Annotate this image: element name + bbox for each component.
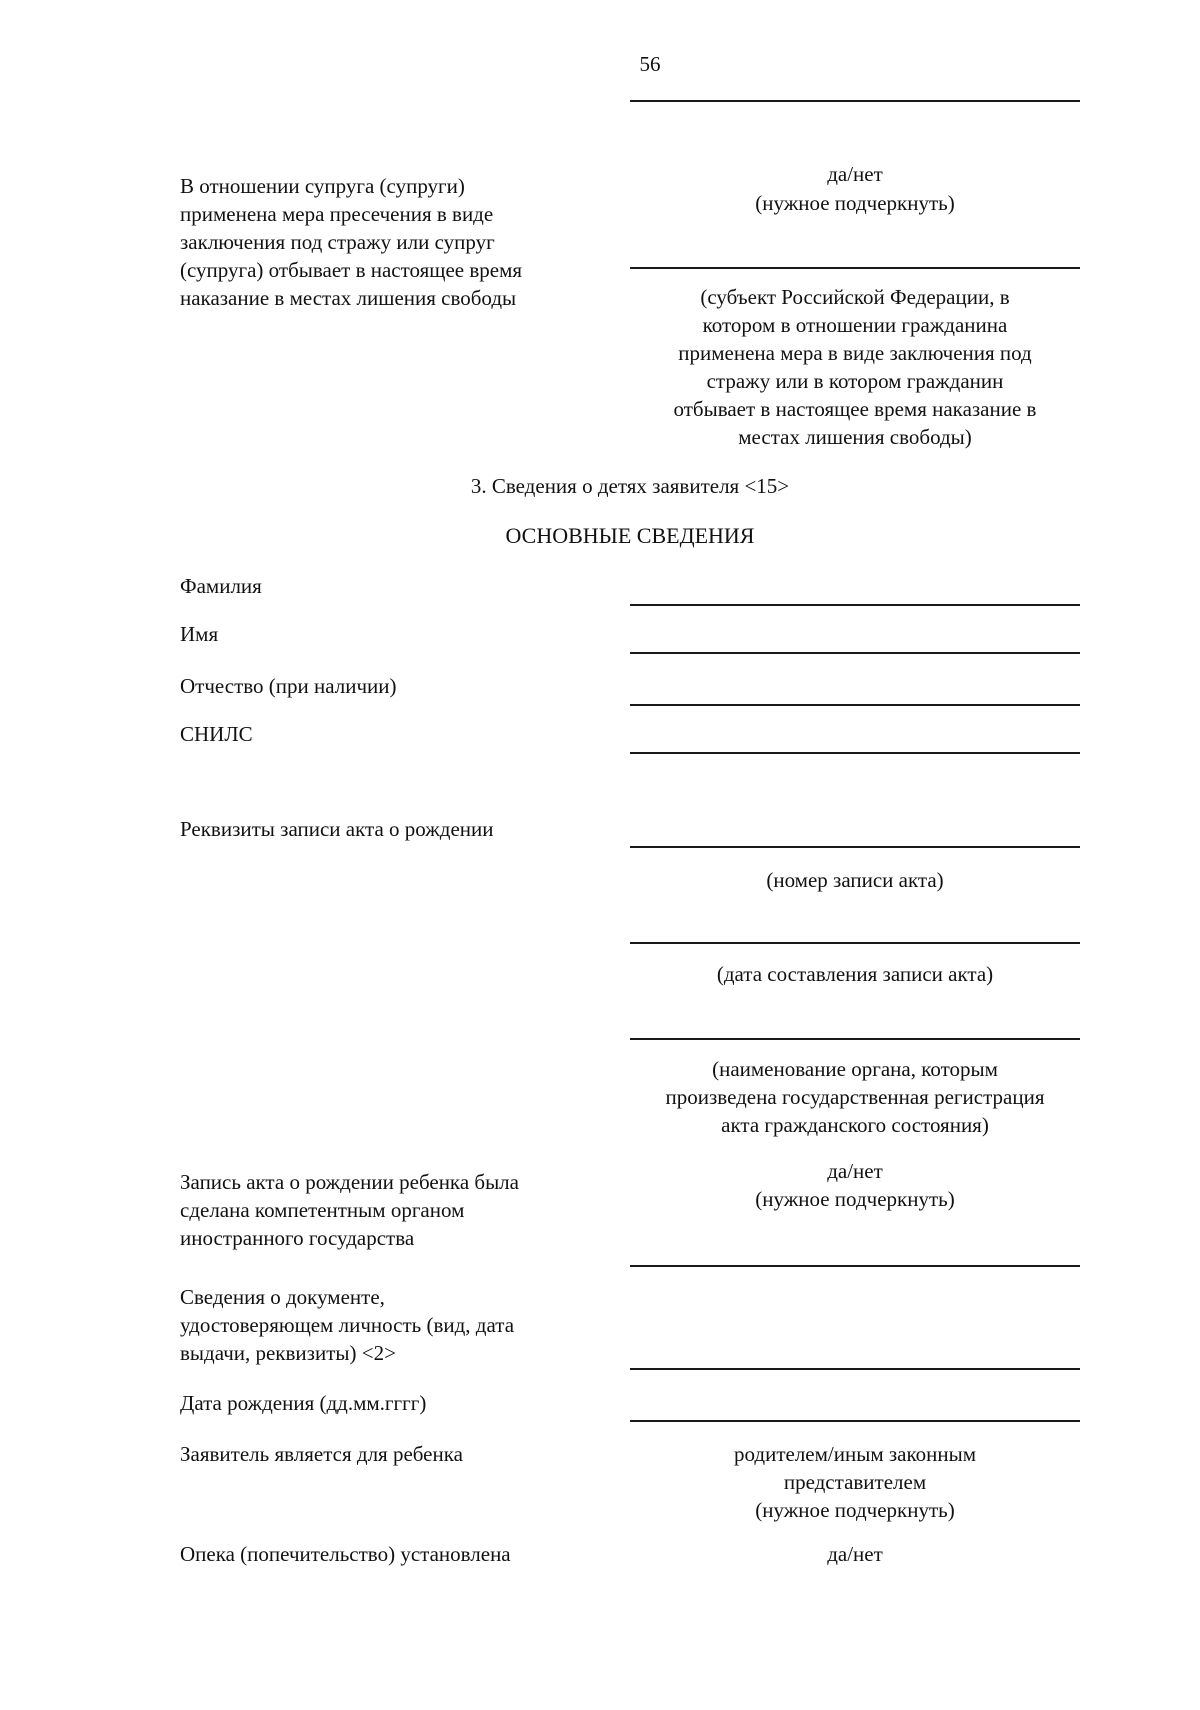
choice-line: представителем: [783, 1470, 927, 1494]
foreign-record-label: [180, 1168, 519, 1252]
choice-hint: (нужное подчеркнуть): [755, 1187, 955, 1211]
foreign-record-field-line[interactable]: [630, 1265, 1080, 1267]
caption-line: местах лишения свободы): [738, 425, 972, 449]
foreign-record-choice[interactable]: да/нет: [827, 1159, 883, 1183]
name-field-line[interactable]: [630, 652, 1080, 654]
guardianship-label: Опека (попечительство) установлена: [180, 1542, 511, 1566]
record-date-caption: (дата составления записи акта): [716, 962, 994, 986]
label-line: В отношении супруга (супруги): [180, 174, 465, 198]
label-line: наказание в местах лишения свободы: [180, 286, 517, 310]
applicant-role-label: Заявитель является для ребенка: [180, 1442, 463, 1466]
registry-body-caption: [630, 1055, 1080, 1139]
caption-line: (субъект Российской Федерации, в: [700, 285, 1010, 309]
caption-line: акта гражданского состояния): [721, 1113, 989, 1137]
record-date-field-line[interactable]: [630, 942, 1080, 944]
record-number-field-line[interactable]: [630, 846, 1080, 848]
caption-line: применена мера в виде заключения под: [678, 341, 1032, 365]
choice-hint: (нужное подчеркнуть): [755, 191, 955, 215]
record-number-caption: (номер записи акта): [766, 868, 944, 892]
patronymic-label: Отчество (при наличии): [180, 674, 397, 698]
caption-line: (наименование органа, которым: [712, 1057, 998, 1081]
label-line: выдачи, реквизиты) <2>: [180, 1341, 396, 1365]
choice-line: (нужное подчеркнуть): [755, 1498, 955, 1522]
caption-line: произведена государственная регистрация: [665, 1085, 1045, 1109]
spouse-detention-choice[interactable]: да/нет: [827, 162, 883, 186]
field-line-top[interactable]: [630, 100, 1080, 102]
guardianship-choice[interactable]: да/нет: [827, 1542, 883, 1566]
spouse-detention-label: [180, 172, 522, 312]
snils-label: СНИЛС: [180, 722, 253, 746]
label-line: заключения под стражу или супруг: [180, 230, 495, 254]
surname-label: Фамилия: [180, 574, 262, 598]
label-line: применена мера пресечения в виде: [180, 202, 494, 226]
name-label: Имя: [180, 622, 219, 646]
id-document-field-line[interactable]: [630, 1368, 1080, 1370]
caption-line: котором в отношении гражданина: [702, 313, 1008, 337]
caption-line: отбывает в настоящее время наказание в: [673, 397, 1037, 421]
section-heading: 3. Сведения о детях заявителя <15>: [470, 474, 790, 498]
choice-line: родителем/иным законным: [734, 1442, 976, 1466]
label-line: удостоверяющем личность (вид, дата: [180, 1313, 515, 1337]
label-line: сделана компетентным органом: [180, 1198, 465, 1222]
subject-field-line[interactable]: [630, 267, 1080, 269]
registry-body-field-line[interactable]: [630, 1038, 1080, 1040]
caption-line: стражу или в котором гражданин: [706, 369, 1004, 393]
label-line: Запись акта о рождении ребенка была: [180, 1170, 519, 1194]
page-number: 56: [639, 52, 661, 76]
snils-field-line[interactable]: [630, 752, 1080, 754]
label-line: (супруга) отбывает в настоящее время: [180, 258, 523, 282]
birth-date-label: Дата рождения (дд.мм.гггг): [180, 1391, 427, 1415]
birth-record-label: Реквизиты записи акта о рождении: [180, 817, 494, 841]
patronymic-field-line[interactable]: [630, 704, 1080, 706]
birth-date-field-line[interactable]: [630, 1420, 1080, 1422]
subject-caption: [630, 283, 1080, 451]
label-line: иностранного государства: [180, 1226, 415, 1250]
label-line: Сведения о документе,: [180, 1285, 385, 1309]
applicant-role-choice[interactable]: [630, 1440, 1080, 1524]
surname-field-line[interactable]: [630, 604, 1080, 606]
section-subheading: ОСНОВНЫЕ СВЕДЕНИЯ: [505, 523, 755, 548]
id-document-label: [180, 1283, 514, 1367]
